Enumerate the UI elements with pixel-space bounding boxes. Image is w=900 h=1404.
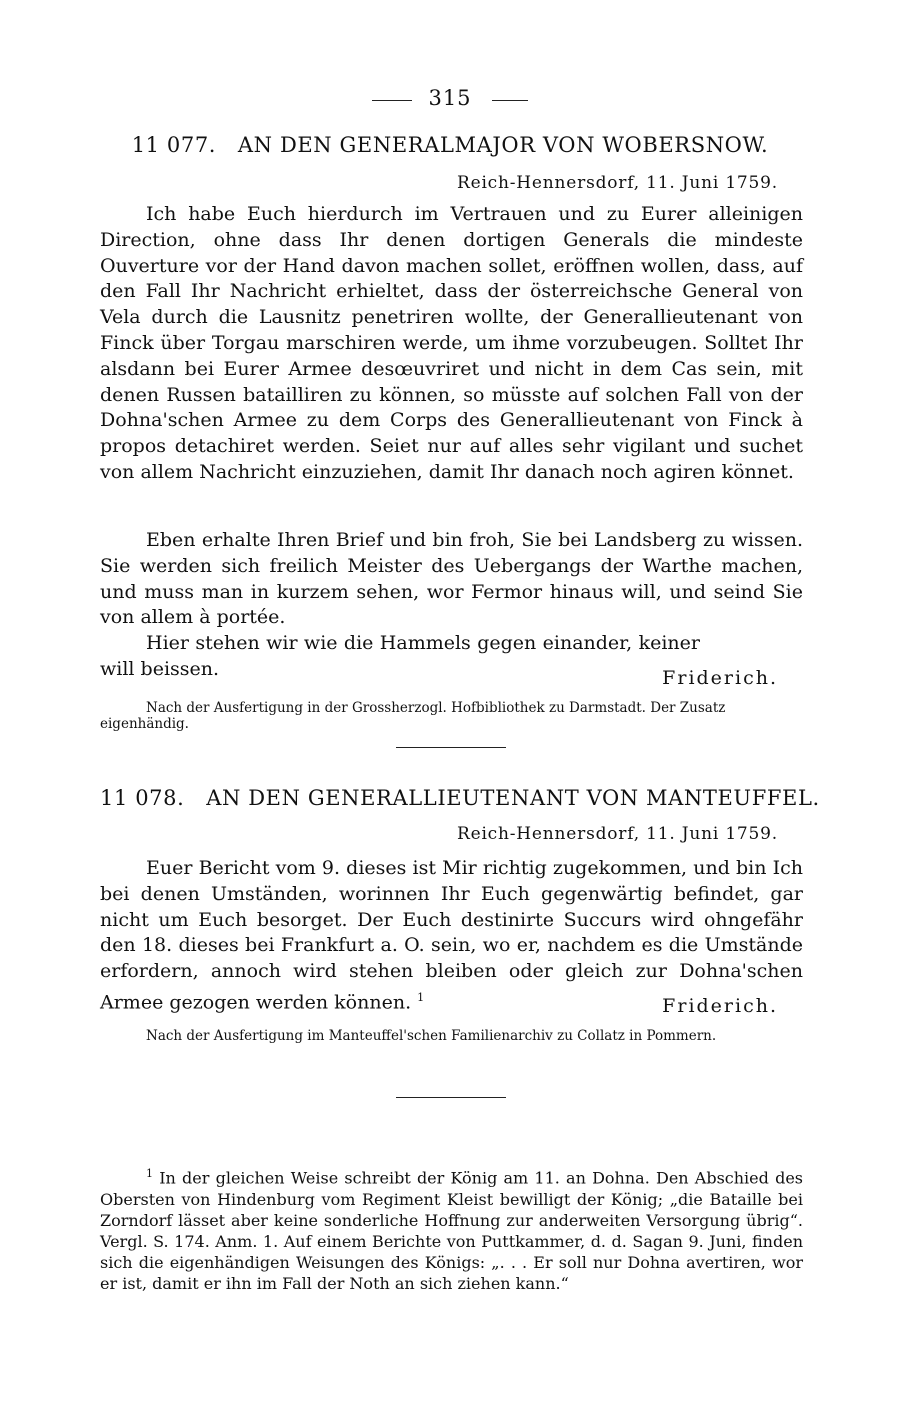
footnote-marker: 1	[146, 1167, 153, 1180]
letter-signature: Friderich.	[662, 667, 778, 689]
letter-paragraph-text: Ich habe Euch hierdurch im Vertrauen und zu Eurer alleinigen Direction, ohne dass Ihr denen dortigen Generals die mindeste Ouverture vor der Hand davon machen sollet, eröffnen wollen, dass, auf den Fall Ihr Nachricht erhieltet, dass der österreichsche General von Vela durch die Lausnitz penetriren wollte, der Generallieutenant von Finck über Torgau marschiren werde, um ihme vorzubeugen. Solltet Ihr alsdann bei Eurer Armee desœuvriret und nicht in dem Cas sein, mit denen Russen batailliren zu können, so müsste auf solchen Fall von der Dohna'schen Armee zu dem Corps des Generallieutenant von Finck à propos detachiret werden. Seiet nur auf alles sehr vigilant und suchet von allem Nachricht einzuziehen, damit Ihr danach noch agiren könnet.	[100, 203, 803, 483]
source-note: Nach der Ausfertigung im Manteuffel'schen Familienarchiv zu Collatz in Pommern.	[146, 1028, 717, 1044]
letter-recipient: AN DEN GENERALLIEUTENANT VON MANTEUFFEL.	[206, 786, 820, 810]
letter-paragraph-text: Hier stehen wir wie die Hammels gegen einander, keiner will beissen.	[100, 632, 700, 680]
letter-paragraph-text: Eben erhalte Ihren Brief und bin froh, Sie bei Landsberg zu wissen. Sie werden sich freilich Meister des Uebergangs der Warthe machen, und muss man in kurzem sehen, wor Fermor hinaus will, und seind Sie von allem à portée.	[100, 529, 803, 629]
letter-paragraph-text: Euer Bericht vom 9. dieses ist Mir richtig zugekommen, und bin Ich bei denen Umständen, worinnen Ihr Euch gegenwärtig befindet, gar nicht um Euch besorget. Der Euch destinirte Succurs wird ohngefähr den 18. dieses bei Frankfurt a. O. sein, wo er, nachdem es die Umstände erfordern, annoch wird stehen bleiben oder gleich zur Dohna'schen Armee gezogen werden können.	[100, 857, 803, 1014]
footnote	[100, 1163, 803, 1295]
footnote-reference[interactable]: 1	[417, 990, 425, 1004]
letter-number: 11 078.	[100, 786, 185, 810]
letter-recipient: AN DEN GENERALMAJOR VON WOBERSNOW.	[237, 133, 769, 157]
letter-heading	[100, 133, 800, 157]
section-divider	[396, 747, 506, 748]
page-number-right-dash	[492, 100, 528, 101]
letter-paragraph	[100, 528, 803, 631]
page-number: 315	[428, 86, 472, 110]
footnote-text: In der gleichen Weise schreibt der König am 11. an Dohna. Den Abschied des Obersten von Hindenburg vom Regiment Kleist bewilligt der König; „die Bataille bei Zorndorf lässet aber keine sonderliche Hoffnung zur anderweiten Versorgung übrig“. Vergl. S. 174. Anm. 1. Auf einem Berichte von Puttkammer, d. d. Sagan 9. Juni, finden sich die eigenhändigen Weisungen des Königs: „. . . Er soll nur Dohna avertiren, wor er ist, damit er ihn im Fall der Noth an sich ziehen kann.“	[100, 1168, 803, 1294]
letter-heading	[100, 786, 820, 810]
source-note: Nach der Ausfertigung in der Grossherzogl. Hofbibliothek zu Darmstadt. Der Zusatz eigenhändig.	[100, 700, 726, 732]
letter-paragraph	[100, 631, 700, 683]
letter-signature: Friderich.	[662, 995, 778, 1017]
letter-number: 11 077.	[131, 133, 217, 157]
letter-dateline: Reich-Hennersdorf, 11. Juni 1759.	[456, 824, 778, 844]
letter-paragraph	[100, 856, 803, 1016]
section-divider	[396, 1097, 506, 1098]
letter-dateline: Reich-Hennersdorf, 11. Juni 1759.	[456, 173, 778, 193]
letter-paragraph	[100, 202, 803, 486]
